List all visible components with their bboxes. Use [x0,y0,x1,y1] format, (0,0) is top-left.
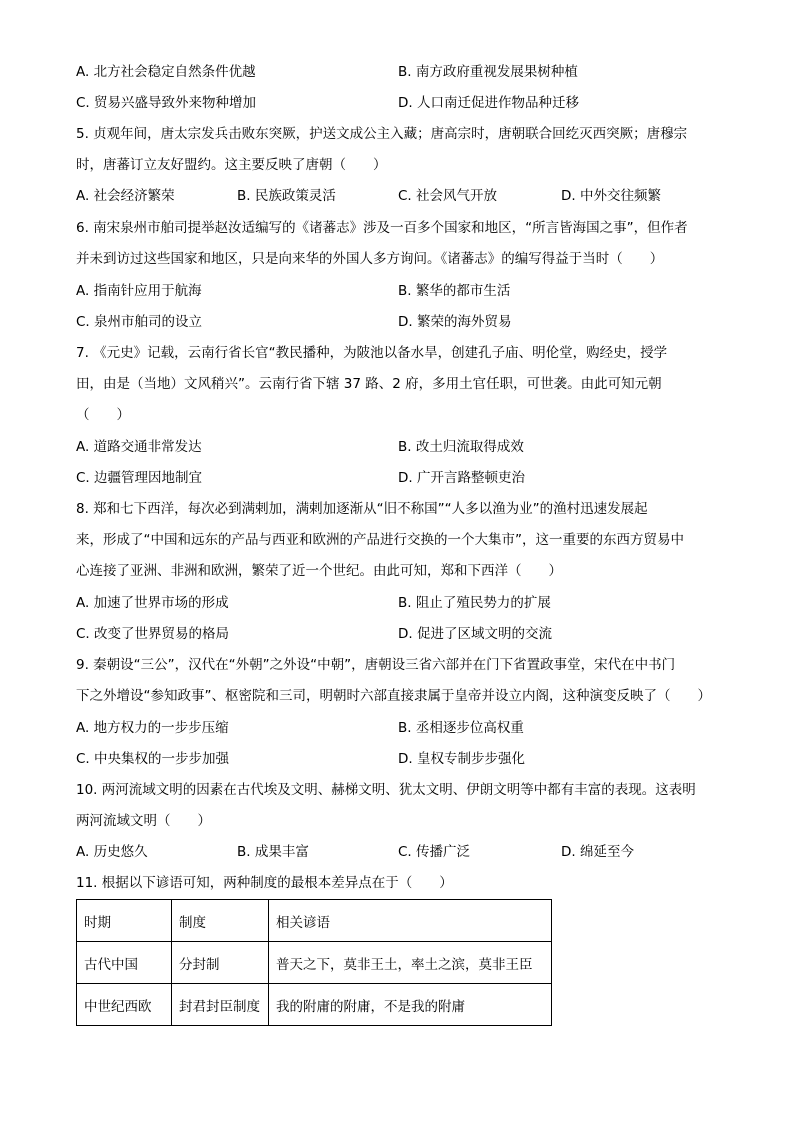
q9-stem-line2: 下之外增设“参知政事”、枢密院和三司，明朝时六部直接隶属于皇帝并设立内阁，这种演变反映了（ ） [76,688,711,704]
table-header-cell: 相关谚语 [269,900,552,942]
q9-option-b: B. 丞相逐步位高权重 [398,720,524,736]
q6-stem-line2: 并未到访过这些国家和地区，只是向来华的外国人多方询问。《诸蕃志》的编写得益于当时（ ） [76,251,664,267]
q5-option-b: B. 民族政策灵活 [237,188,336,204]
q4-option-c: C. 贸易兴盛导致外来物种增加 [76,95,257,111]
q7-stem-line2: 田，由是（当地）文风稍兴”。云南行省下辖 37 路、2 府，多用土官任职，可世袭。由此可知元朝 [76,376,662,392]
q10-option-d: D. 绵延至今 [561,844,634,860]
q8-option-a: A. 加速了世界市场的形成 [76,595,229,611]
proverb-table [76,899,552,1026]
q7-stem-line3: （ ） [76,407,130,423]
q7-stem-line1: 7. 《元史》记载，云南行省长官“教民播种，为陂池以备水旱，创建孔子庙、明伦堂，购经史，授学 [76,345,668,361]
table-cell: 我的附庸的附庸，不是我的附庸 [269,984,552,1026]
q8-option-d: D. 促进了区域文明的交流 [398,626,552,642]
q6-option-c: C. 泉州市舶司的设立 [76,314,203,330]
q6-option-d: D. 繁荣的海外贸易 [398,314,512,330]
q4-option-b: B. 南方政府重视发展果树种植 [398,64,578,80]
q7-option-c: C. 边疆管理因地制宜 [76,470,203,486]
q8-stem-line2: 来，形成了“中国和远东的产品与西亚和欧洲的产品进行交换的一个大集市”，这一重要的东西方贸易中 [76,532,684,548]
q10-stem-line2: 两河流域文明（ ） [76,813,211,829]
q9-stem-line1: 9. 秦朝设“三公”，汉代在“外朝”之外设“中朝”，唐朝设三省六部并在门下省置政事堂，宋代在中书门 [76,657,676,673]
q7-option-b: B. 改土归流取得成效 [398,439,524,455]
q10-option-c: C. 传播广泛 [398,844,471,860]
q10-stem-line1: 10. 两河流域文明的因素在古代埃及文明、赫梯文明、犹太文明、伊朗文明等中都有丰富的表现。这表明 [76,782,696,798]
q5-option-d: D. 中外交往频繁 [561,188,661,204]
q4-option-d: D. 人口南迁促进作物品种迁移 [398,95,579,111]
q10-option-b: B. 成果丰富 [237,844,309,860]
table-cell: 中世纪西欧 [77,984,172,1026]
q7-option-d: D. 广开言路整顿吏治 [398,470,525,486]
q6-option-b: B. 繁华的都市生活 [398,283,511,299]
table-row [77,942,552,984]
table-header-cell: 时期 [77,900,172,942]
table-row [77,984,552,1026]
q9-option-a: A. 地方权力的一步步压缩 [76,720,229,736]
table-cell: 古代中国 [77,942,172,984]
q8-option-c: C. 改变了世界贸易的格局 [76,626,230,642]
table-cell: 普天之下，莫非王土，率土之滨，莫非王臣 [269,942,552,984]
q6-stem-line1: 6. 南宋泉州市舶司提举赵汝适编写的《诸蕃志》涉及一百多个国家和地区，“所言皆海国之事”，但作者 [76,220,688,236]
table-header-row [77,900,552,942]
table-cell: 分封制 [172,942,269,984]
q5-option-c: C. 社会风气开放 [398,188,498,204]
q8-option-b: B. 阻止了殖民势力的扩展 [398,595,551,611]
q10-option-a: A. 历史悠久 [76,844,148,860]
q4-option-a: A. 北方社会稳定自然条件优越 [76,64,256,80]
q8-stem-line1: 8. 郑和七下西洋，每次必到满剌加，满剌加逐渐从“旧不称国”“人多以渔为业”的渔村迅速发展起 [76,501,648,517]
q11-stem-line1: 11. 根据以下谚语可知，两种制度的最根本差异点在于（ ） [76,875,453,891]
q8-stem-line3: 心连接了亚洲、非洲和欧洲，繁荣了近一个世纪。由此可知，郑和下西洋（ ） [76,563,562,579]
q5-stem-line1: 5. 贞观年间，唐太宗发兵击败东突厥，护送文成公主入藏；唐高宗时，唐朝联合回纥灭西突厥；唐穆宗 [76,126,688,142]
q6-option-a: A. 指南针应用于航海 [76,283,202,299]
q9-option-c: C. 中央集权的一步步加强 [76,751,230,767]
table-cell: 封君封臣制度 [172,984,269,1026]
q7-option-a: A. 道路交通非常发达 [76,439,202,455]
table-header-cell: 制度 [172,900,269,942]
q5-option-a: A. 社会经济繁荣 [76,188,175,204]
q9-option-d: D. 皇权专制步步强化 [398,751,525,767]
q5-stem-line2: 时，唐蕃订立友好盟约。这主要反映了唐朝（ ） [76,157,387,173]
